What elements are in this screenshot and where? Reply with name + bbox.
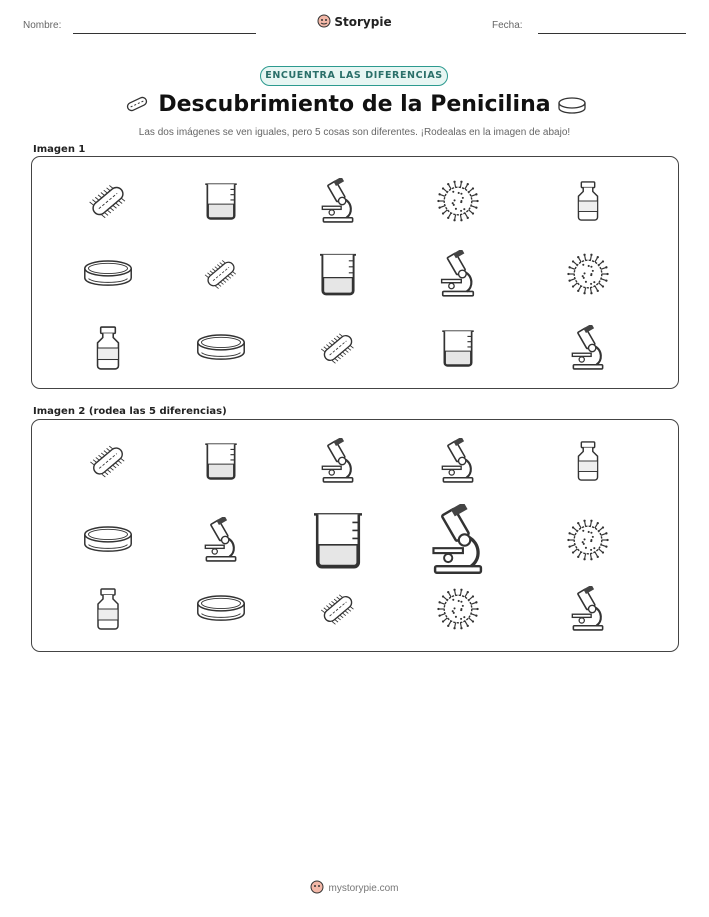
microscope-icon[interactable] bbox=[283, 432, 393, 490]
petri-dish-icon[interactable] bbox=[53, 503, 163, 577]
image2-panel[interactable] bbox=[31, 419, 679, 652]
microscope-icon[interactable] bbox=[166, 503, 276, 577]
storypie-logo-icon bbox=[317, 14, 331, 31]
petri-dish-icon bbox=[166, 319, 276, 377]
bacterium-icon bbox=[166, 245, 276, 303]
petri-dish-icon bbox=[53, 245, 163, 303]
bacterium-icon bbox=[53, 172, 163, 230]
vial-icon[interactable] bbox=[533, 432, 643, 490]
name-line[interactable] bbox=[73, 33, 256, 34]
date-line[interactable] bbox=[538, 33, 686, 34]
virus-icon[interactable] bbox=[533, 503, 643, 577]
brand-name: Storypie bbox=[334, 15, 392, 29]
storypie-logo-icon bbox=[310, 880, 324, 897]
date-label: Fecha: bbox=[492, 20, 523, 31]
date-field bbox=[492, 20, 523, 31]
bacterium-icon[interactable] bbox=[283, 580, 393, 638]
microscope-icon[interactable] bbox=[533, 580, 643, 638]
microscope-icon bbox=[533, 319, 643, 377]
petri-dish-icon[interactable] bbox=[166, 580, 276, 638]
vial-icon bbox=[53, 319, 163, 377]
brand bbox=[0, 14, 709, 31]
virus-icon bbox=[533, 245, 643, 303]
microscope-icon[interactable] bbox=[403, 503, 513, 577]
beaker-icon bbox=[166, 172, 276, 230]
microscope-icon[interactable] bbox=[403, 432, 513, 490]
microscope-icon bbox=[403, 245, 513, 303]
microscope-icon bbox=[283, 172, 393, 230]
instructions: Las dos imágenes se ven iguales, pero 5 cosas son diferentes. ¡Rodealas en la imagen de abajo! bbox=[138, 127, 571, 138]
beaker-icon bbox=[403, 319, 513, 377]
image2-label: Imagen 2 (rodea las 5 diferencias) bbox=[33, 406, 227, 417]
footer-url: mystorypie.com bbox=[328, 883, 399, 895]
activity-badge: ENCUENTRA LAS DIFERENCIAS bbox=[260, 66, 448, 86]
petri-dish-icon bbox=[557, 95, 587, 120]
image1-panel bbox=[31, 156, 679, 389]
name-label: Nombre: bbox=[23, 20, 62, 31]
vial-icon bbox=[533, 172, 643, 230]
vial-icon[interactable] bbox=[53, 580, 163, 638]
bacterium-icon[interactable] bbox=[53, 432, 163, 490]
virus-icon bbox=[403, 172, 513, 230]
image1-label: Imagen 1 bbox=[33, 144, 86, 155]
bacterium-icon bbox=[283, 319, 393, 377]
footer bbox=[0, 880, 709, 897]
beaker-icon bbox=[283, 245, 393, 303]
virus-icon[interactable] bbox=[403, 580, 513, 638]
beaker-icon[interactable] bbox=[166, 432, 276, 490]
page-title: Descubrimiento de la Penicilina bbox=[158, 92, 551, 117]
beaker-icon[interactable] bbox=[283, 503, 393, 577]
